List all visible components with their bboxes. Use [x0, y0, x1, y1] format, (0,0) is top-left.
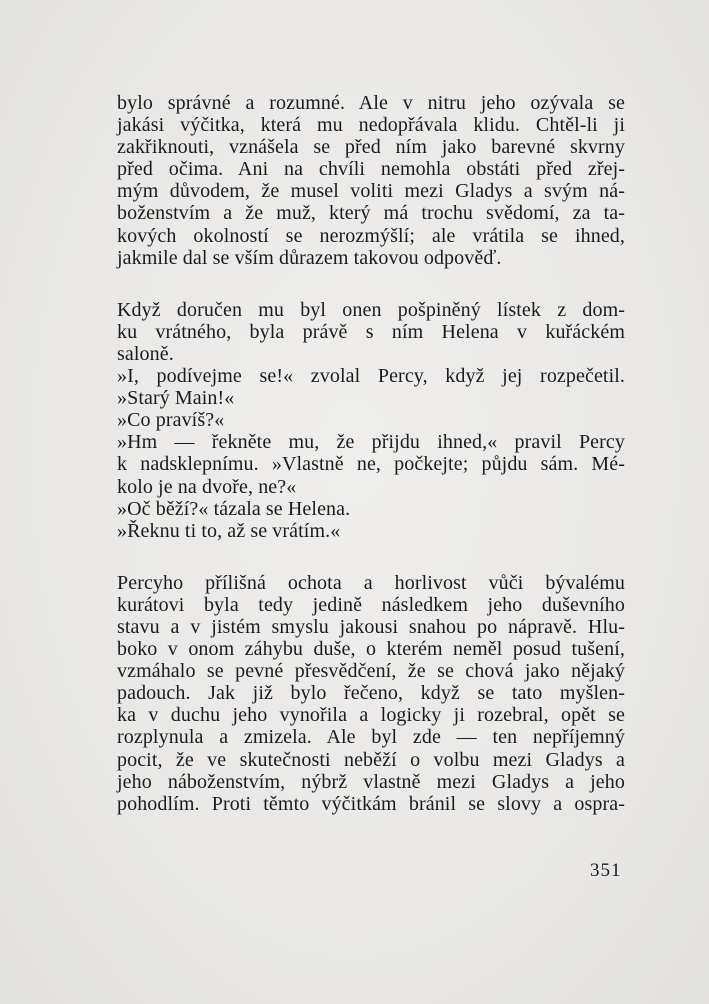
text-line: ka v duchu jeho vynořila a logicky ji rozebral, opět se [117, 704, 625, 727]
dialog-line: »Hm — řekněte mu, že přijdu ihned,« pravil Percy [117, 431, 625, 454]
page-number: 351 [590, 860, 622, 881]
body-text [117, 92, 625, 815]
text-line: stavu a v jistém smyslu jakousi snahou po nápravě. Hlu- [117, 615, 625, 638]
text-line: bylo správné a rozumné. Ale v nitru jeho ozývala se [117, 92, 625, 114]
dialog-line: »I, podívejme se!« zvolal Percy, když jej rozpečetil. [117, 365, 625, 388]
dialog-line: »Řeknu ti to, až se vrátím.« [117, 519, 341, 542]
dialog-line: k nadsklepnímu. »Vlastně ne, počkejte; půjdu sám. Mé- [117, 453, 625, 476]
paragraph-1 [117, 92, 625, 269]
text-line: saloně. [117, 342, 174, 365]
text-line: vzmáhalo se pevné přesvědčení, že se chová jako nějaký [117, 660, 625, 683]
text-line: rozplynula a zmizela. Ale byl zde — ten nepříjemný [117, 726, 625, 749]
dialog-line: kolo je na dvoře, ne?« [117, 475, 297, 498]
text-line: jakmile dal se vším důrazem takovou odpověď. [117, 246, 502, 269]
text-line: ku vrátného, byla právě s ním Helena v kuřáckém [117, 320, 625, 343]
dialog-line: »Co pravíš?« [117, 409, 225, 432]
text-line: Percyho přílišná ochota a horlivost vůči bývalému [117, 571, 625, 594]
paragraph-3 [117, 572, 625, 815]
text-line: padouch. Jak již bylo řečeno, když se tato myšlen- [117, 682, 625, 705]
text-line: kurátovi byla tedy jedině následkem jeho duševního [117, 593, 625, 616]
text-line: boko v onom záhybu duše, o kterém neměl posud tušení, [117, 638, 625, 661]
text-line: kových okolností se nerozmýšlí; ale vrátila se ihned, [117, 224, 625, 247]
text-line: pocit, že ve skutečnosti neběží o volbu mezi Gladys a [117, 748, 625, 771]
text-line: pohodlím. Proti těmto výčitkám bránil se slovy a ospra- [117, 792, 625, 815]
text-line: Když doručen mu byl onen pošpiněný lístek z dom- [117, 298, 625, 321]
text-line: mým důvodem, že musel voliti mezi Gladys a svým ná- [117, 180, 625, 203]
dialog-line: »Oč běží?« tázala se Helena. [117, 497, 351, 520]
text-line: před očima. Ani na chvíli nemohla obstáti před zřej- [117, 158, 625, 181]
text-line: jeho náboženstvím, nýbrž vlastně mezi Gladys a jeho [117, 770, 625, 793]
text-line: jakási výčitka, která mu nedopřávala klidu. Chtěl-li ji [117, 114, 625, 137]
text-line: zakřiknouti, vznášela se před ním jako barevné skvrny [117, 136, 625, 159]
text-line: boženstvím a že muž, který má trochu svědomí, za ta- [117, 202, 625, 225]
dialog-line: »Starý Main!« [117, 387, 235, 410]
paragraph-2 [117, 299, 625, 542]
